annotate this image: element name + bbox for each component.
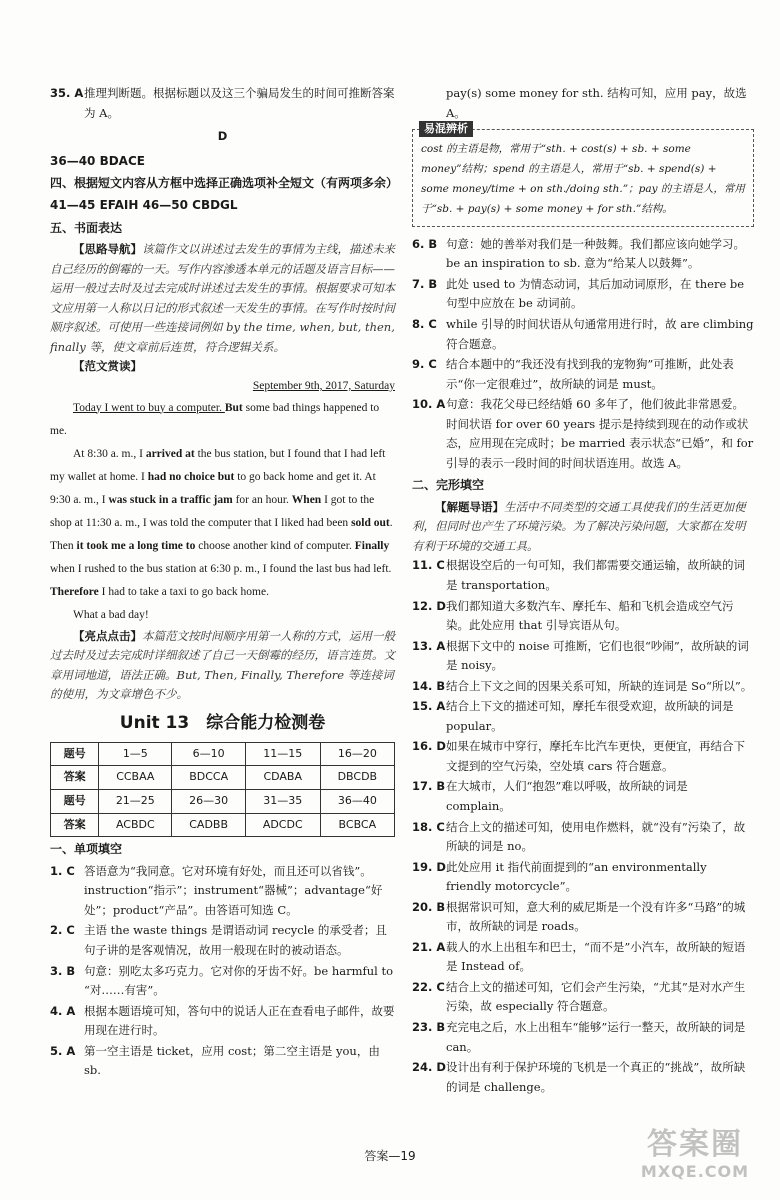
table-cell: 11—15	[245, 742, 320, 766]
item-text: 根据常识可知，意大利的威尼斯是一个没有许多“马路”的城市，故所缺的词是 roads。	[446, 899, 746, 934]
section-d-heading: D	[217, 129, 228, 144]
item-number: 17. B	[412, 779, 446, 794]
essay-p1	[50, 397, 395, 443]
essay-bold: When	[291, 493, 322, 506]
essay-p3: What a bad day!	[73, 608, 149, 621]
answers-36-40: 36—40 BDACE	[50, 153, 145, 168]
essay-text: I got to the shop at 11:30 a. m., I was told the computer that I liked had been	[50, 493, 375, 529]
item-number: 24. D	[412, 1060, 446, 1075]
section-2-title: 二、完形填空	[412, 478, 485, 493]
item-number: 5. A	[50, 1043, 76, 1058]
answer-item	[412, 858, 754, 897]
essay-text: I had to take a taxi to go back home.	[98, 585, 269, 598]
answer-item	[412, 637, 754, 676]
answer-item	[412, 737, 754, 776]
essay-text: when I rushed to the bus station at 6:30 p. m., I found the last bus had left.	[50, 562, 392, 575]
table-cell: DBCDB	[320, 766, 394, 790]
essay-bold: was stuck in a traffic jam	[108, 493, 233, 506]
answer-item-35	[50, 84, 395, 123]
table-cell: CDABA	[245, 766, 320, 790]
essay-text: to go back home and get it. At 9:30 a. m., I	[50, 470, 376, 506]
essay-bold: it took me a long time to	[76, 539, 196, 552]
right-column	[412, 84, 754, 1098]
model-essay	[50, 397, 395, 627]
table-cell: 6—10	[172, 742, 245, 766]
essay-bold: sold out	[351, 516, 390, 529]
table-cell: 31—35	[245, 790, 320, 814]
answer-item	[412, 1018, 754, 1057]
table-cell: 26—30	[172, 790, 245, 814]
item-number: 2. C	[50, 923, 75, 938]
essay-bold: But	[224, 401, 243, 414]
item-text: 推理判断题。根据标题以及这三个骗局发生的时间可推断答案为 A。	[84, 86, 395, 120]
item-text: 根据设空后的一句可知，我们都需要交通运输，故所缺的词是 transportation。	[446, 558, 745, 592]
lead-tag: 【解题导语】	[435, 499, 504, 514]
item-text: 句意：她的善举对我们是一种鼓舞。我们都应该向她学习。be an inspiration to sb. 意为“给某人以鼓舞”。	[446, 236, 745, 271]
answer-item	[412, 1058, 754, 1097]
essay-text: some bad things happened to me.	[50, 401, 380, 437]
item-text: 根据下文中的 noise 可推断，它们也很“吵闹”，故所缺的词是 noisy。	[446, 638, 749, 673]
item-number: 3. B	[50, 963, 76, 978]
section-1-title: 一、单项填空	[50, 842, 123, 857]
item-text: 句意：别吃太多巧克力。它对你的牙齿不好。be harmful to “对……有害”。	[84, 963, 394, 998]
table-cell: 16—20	[320, 742, 394, 766]
answer-item	[412, 697, 754, 736]
item-number: 6. B	[412, 236, 438, 251]
table-cell: 题号	[51, 790, 99, 814]
essay-bold: Therefore	[50, 585, 99, 598]
answer-item	[50, 921, 395, 960]
watermark-line1: 答案圈	[647, 1127, 743, 1162]
item-text: 充完电之后，水上出租车“能够”运行一整天，故所缺的词是 can。	[446, 1020, 746, 1054]
table-cell: 21—25	[99, 790, 172, 814]
item-text: 此处应用 it 指代前面提到的“an environmentally friendly motorcycle”。	[446, 859, 707, 894]
table-cell: 答案	[51, 766, 99, 790]
section-5-title: 五、书面表达	[50, 220, 123, 235]
item-number: 8. C	[412, 317, 437, 332]
essay-bold: arrived at	[145, 447, 195, 460]
highlight-tag: 【亮点点击】	[73, 628, 142, 643]
guide-tag: 【思路导航】	[73, 242, 142, 257]
watermark-logo	[630, 1128, 760, 1192]
model-tag: 【范文赏读】	[73, 359, 142, 374]
item-text: 结合上文的描述可知，它们会产生污染，“尤其”是对水产生污染，故 especially 符合题意。	[446, 979, 746, 1014]
essay-text: for an hour.	[232, 493, 292, 506]
lead-text: 生活中不同类型的交通工具使我们的生活更加便利，但同时也产生了环境污染。为了解决污染问题，大家都在发明有利于环境的交通工具。	[412, 499, 746, 553]
item-text: 根据本题语境可知，答句中的说话人正在查看电子邮件，故要用现在进行时。	[84, 1003, 395, 1038]
answer-item	[412, 938, 754, 977]
answer-item	[412, 818, 754, 857]
item-number: 20. B	[412, 899, 446, 914]
answer-item	[412, 556, 754, 595]
item-number: 22. C	[412, 979, 445, 994]
table-row	[51, 742, 395, 766]
essay-text: choose another kind of computer.	[195, 539, 355, 552]
item-number: 14. B	[412, 678, 446, 693]
left-column	[50, 84, 399, 1082]
essay-bold: Finally	[354, 539, 390, 552]
lead-paragraph	[412, 498, 754, 557]
watermark-line2: MXQE.COM	[640, 1162, 750, 1181]
continued-text: pay(s) some money for sth. 结构可知，应用 pay，故选 A。	[446, 86, 747, 120]
item-text: 句意：我花父母已经结婚 60 多年了，他们彼此非常恩爱。时间状语 for over 60 years 提示是持续到现在的动作或状态，应用现在完成时；be married 表示状态“已婚”，和 for 引导的表示一段时间的时间状语连用。故选 A。	[446, 397, 754, 470]
answer-item	[50, 1002, 395, 1041]
answer-table	[50, 742, 395, 838]
item-number: 16. D	[412, 739, 446, 754]
table-row	[51, 766, 395, 790]
confusion-box-text: cost 的主语是物，常用于“sth. + cost(s) + sb. + some money”结构；spend 的主语是人，常用于“sb. + spend(s) + some money/time + on sth./doing sth.”；pay 的主语是人，常用于“sb. + pay(s) + some money + for sth.”结构。	[421, 143, 745, 215]
answer-item	[412, 677, 754, 697]
answer-item	[412, 898, 754, 937]
unit-title: Unit 13 综合能力检测卷	[119, 712, 326, 733]
answer-item	[50, 1042, 395, 1081]
highlight-paragraph	[50, 627, 395, 705]
answers-41-50: 41—45 EFAIH 46—50 CBDGL	[50, 198, 238, 213]
table-cell: ADCDC	[245, 813, 320, 837]
item-text: 结合上下文的描述可知，摩托车很受欢迎，故所缺的词是 popular。	[446, 699, 734, 733]
item-text: 结合本题中的“我还没有找到我的宠物狗”可推断，此处表示“你一定很难过”，故所缺的词是 must。	[446, 357, 734, 391]
item-number: 13. A	[412, 638, 446, 653]
table-cell: 36—40	[320, 790, 394, 814]
essay-bold: had no choice but	[147, 470, 235, 483]
item-text: 此处 used to 为情态动词，其后加动词原形，在 there be 句型中应放在 be 动词前。	[446, 276, 745, 311]
table-cell: 答案	[51, 813, 99, 837]
confusion-box-label: 易混辨析	[419, 121, 473, 137]
confusion-box	[412, 122, 754, 227]
item-text: 第一空主语是 ticket，应用 cost；第二空主语是 you，由 sb.	[84, 1043, 380, 1078]
item-number: 12. D	[412, 598, 446, 613]
item-text: 答语意为“我同意。它对环境有好处，而且还可以省钱”。instruction“指示”；instrument“器械”；advantage“好处”；product“产品”。由答语可知选 C。	[84, 863, 383, 917]
essay-p2	[50, 443, 395, 604]
item-number: 35. A	[50, 86, 84, 100]
item-text: 设计出有利于保护环境的飞机是一个真正的“挑战”，故所缺的词是 challenge。	[446, 1060, 746, 1094]
section-4-title: 四、根据短文内容从方框中选择正确选项补全短文（有两项多余）	[50, 176, 399, 191]
right-answer-list-b	[412, 556, 754, 1097]
answer-item	[412, 395, 754, 473]
table-cell: CCBAA	[99, 766, 172, 790]
table-cell: 题号	[51, 742, 99, 766]
essay-text: Today I went to buy a computer.	[73, 401, 225, 414]
essay-date: September 9th, 2017, Saturday	[252, 380, 395, 393]
answer-item	[412, 275, 754, 314]
item-text: 结合上文的描述可知，使用电作燃料，就“没有”污染了，故所缺的词是 no。	[446, 819, 746, 854]
answer-item	[412, 978, 754, 1017]
table-cell: BCBCA	[320, 813, 394, 837]
item-number: 4. A	[50, 1003, 76, 1018]
highlight-text: 本篇范文按时间顺序用第一人称的方式，运用一般过去时及过去完成时详细叙述了自己一天倒霉的经历，语言连贯。文章用词地道，语法正确。But, Then, Finally, Therefore 等连接词的使用，为文章增色不少。	[50, 628, 395, 702]
item-text: 我们都知道大多数汽车、摩托车、船和飞机会造成空气污染。此处应用 that 引导宾语从句。	[446, 598, 734, 633]
guide-text: 该篇作文以讲述过去发生的事情为主线，描述未来自己经历的倒霉的一天。写作内容渗透本单元的话题及语言目标——运用一般过去时及过去完成时讲述过去发生的事情。根据要求可知本文应用第一人称以日记的形式叙述一天发生的事情。在写作时按时间顺序叙述。可使用一些连接词例如 by the time, when, but, then, finally 等，使文章前后连贯，符合逻辑关系。	[50, 242, 395, 354]
table-cell: 1—5	[99, 742, 172, 766]
item-number: 19. D	[412, 859, 446, 874]
item-text: 载人的水上出租车和巴士，“而不是”小汽车，故所缺的短语是 Instead of。	[446, 939, 746, 974]
essay-text: At 8:30 a. m., I	[73, 447, 146, 460]
answer-item	[412, 235, 754, 274]
guide-paragraph	[50, 240, 395, 357]
answer-item	[412, 355, 754, 394]
answer-item	[412, 597, 754, 636]
table-cell: ACBDC	[99, 813, 172, 837]
item-text: 结合上下文之间的因果关系可知，所缺的连词是 So“所以”。	[446, 678, 753, 693]
item-number: 7. B	[412, 276, 438, 291]
left-answer-list	[50, 862, 395, 1081]
item-number: 18. C	[412, 819, 445, 834]
item-number: 21. A	[412, 939, 446, 954]
answer-item	[412, 315, 754, 354]
item-number: 23. B	[412, 1020, 446, 1035]
item-number: 9. C	[412, 357, 437, 372]
table-row	[51, 813, 395, 837]
item-text: 主语 the waste things 是谓语动词 recycle 的承受者；且句子讲的是客观情况，故用一般现在时的被动语态。	[84, 923, 387, 957]
item-number: 1. C	[50, 863, 75, 878]
model-tag-line	[50, 357, 395, 377]
item-number: 10. A	[412, 397, 446, 412]
item-text: 在大城市，人们“抱怨”难以呼吸，故所缺的词是 complain。	[446, 779, 688, 813]
item-number: 15. A	[412, 699, 446, 714]
answer-item	[412, 777, 754, 816]
answer-item	[50, 962, 395, 1001]
table-cell: CADBB	[172, 813, 245, 837]
essay-text: the bus station, but I found that I had left my wallet at home. I	[50, 447, 386, 483]
page-footer: 答案—19	[364, 1149, 416, 1163]
item-number: 11. C	[412, 558, 445, 573]
item-text: 如果在城市中穿行，摩托车比汽车更快，更便宜，再结合下文提到的空气污染，空处填 cars 符合题意。	[446, 739, 745, 773]
table-row	[51, 790, 395, 814]
essay-text: . Then	[50, 516, 393, 552]
table-cell: BDCCA	[172, 766, 245, 790]
right-answer-list-a	[412, 235, 754, 474]
item-text: while 引导的时间状语从句通常用进行时，故 are climbing 符合题意。	[446, 317, 754, 351]
answer-item	[50, 862, 395, 921]
